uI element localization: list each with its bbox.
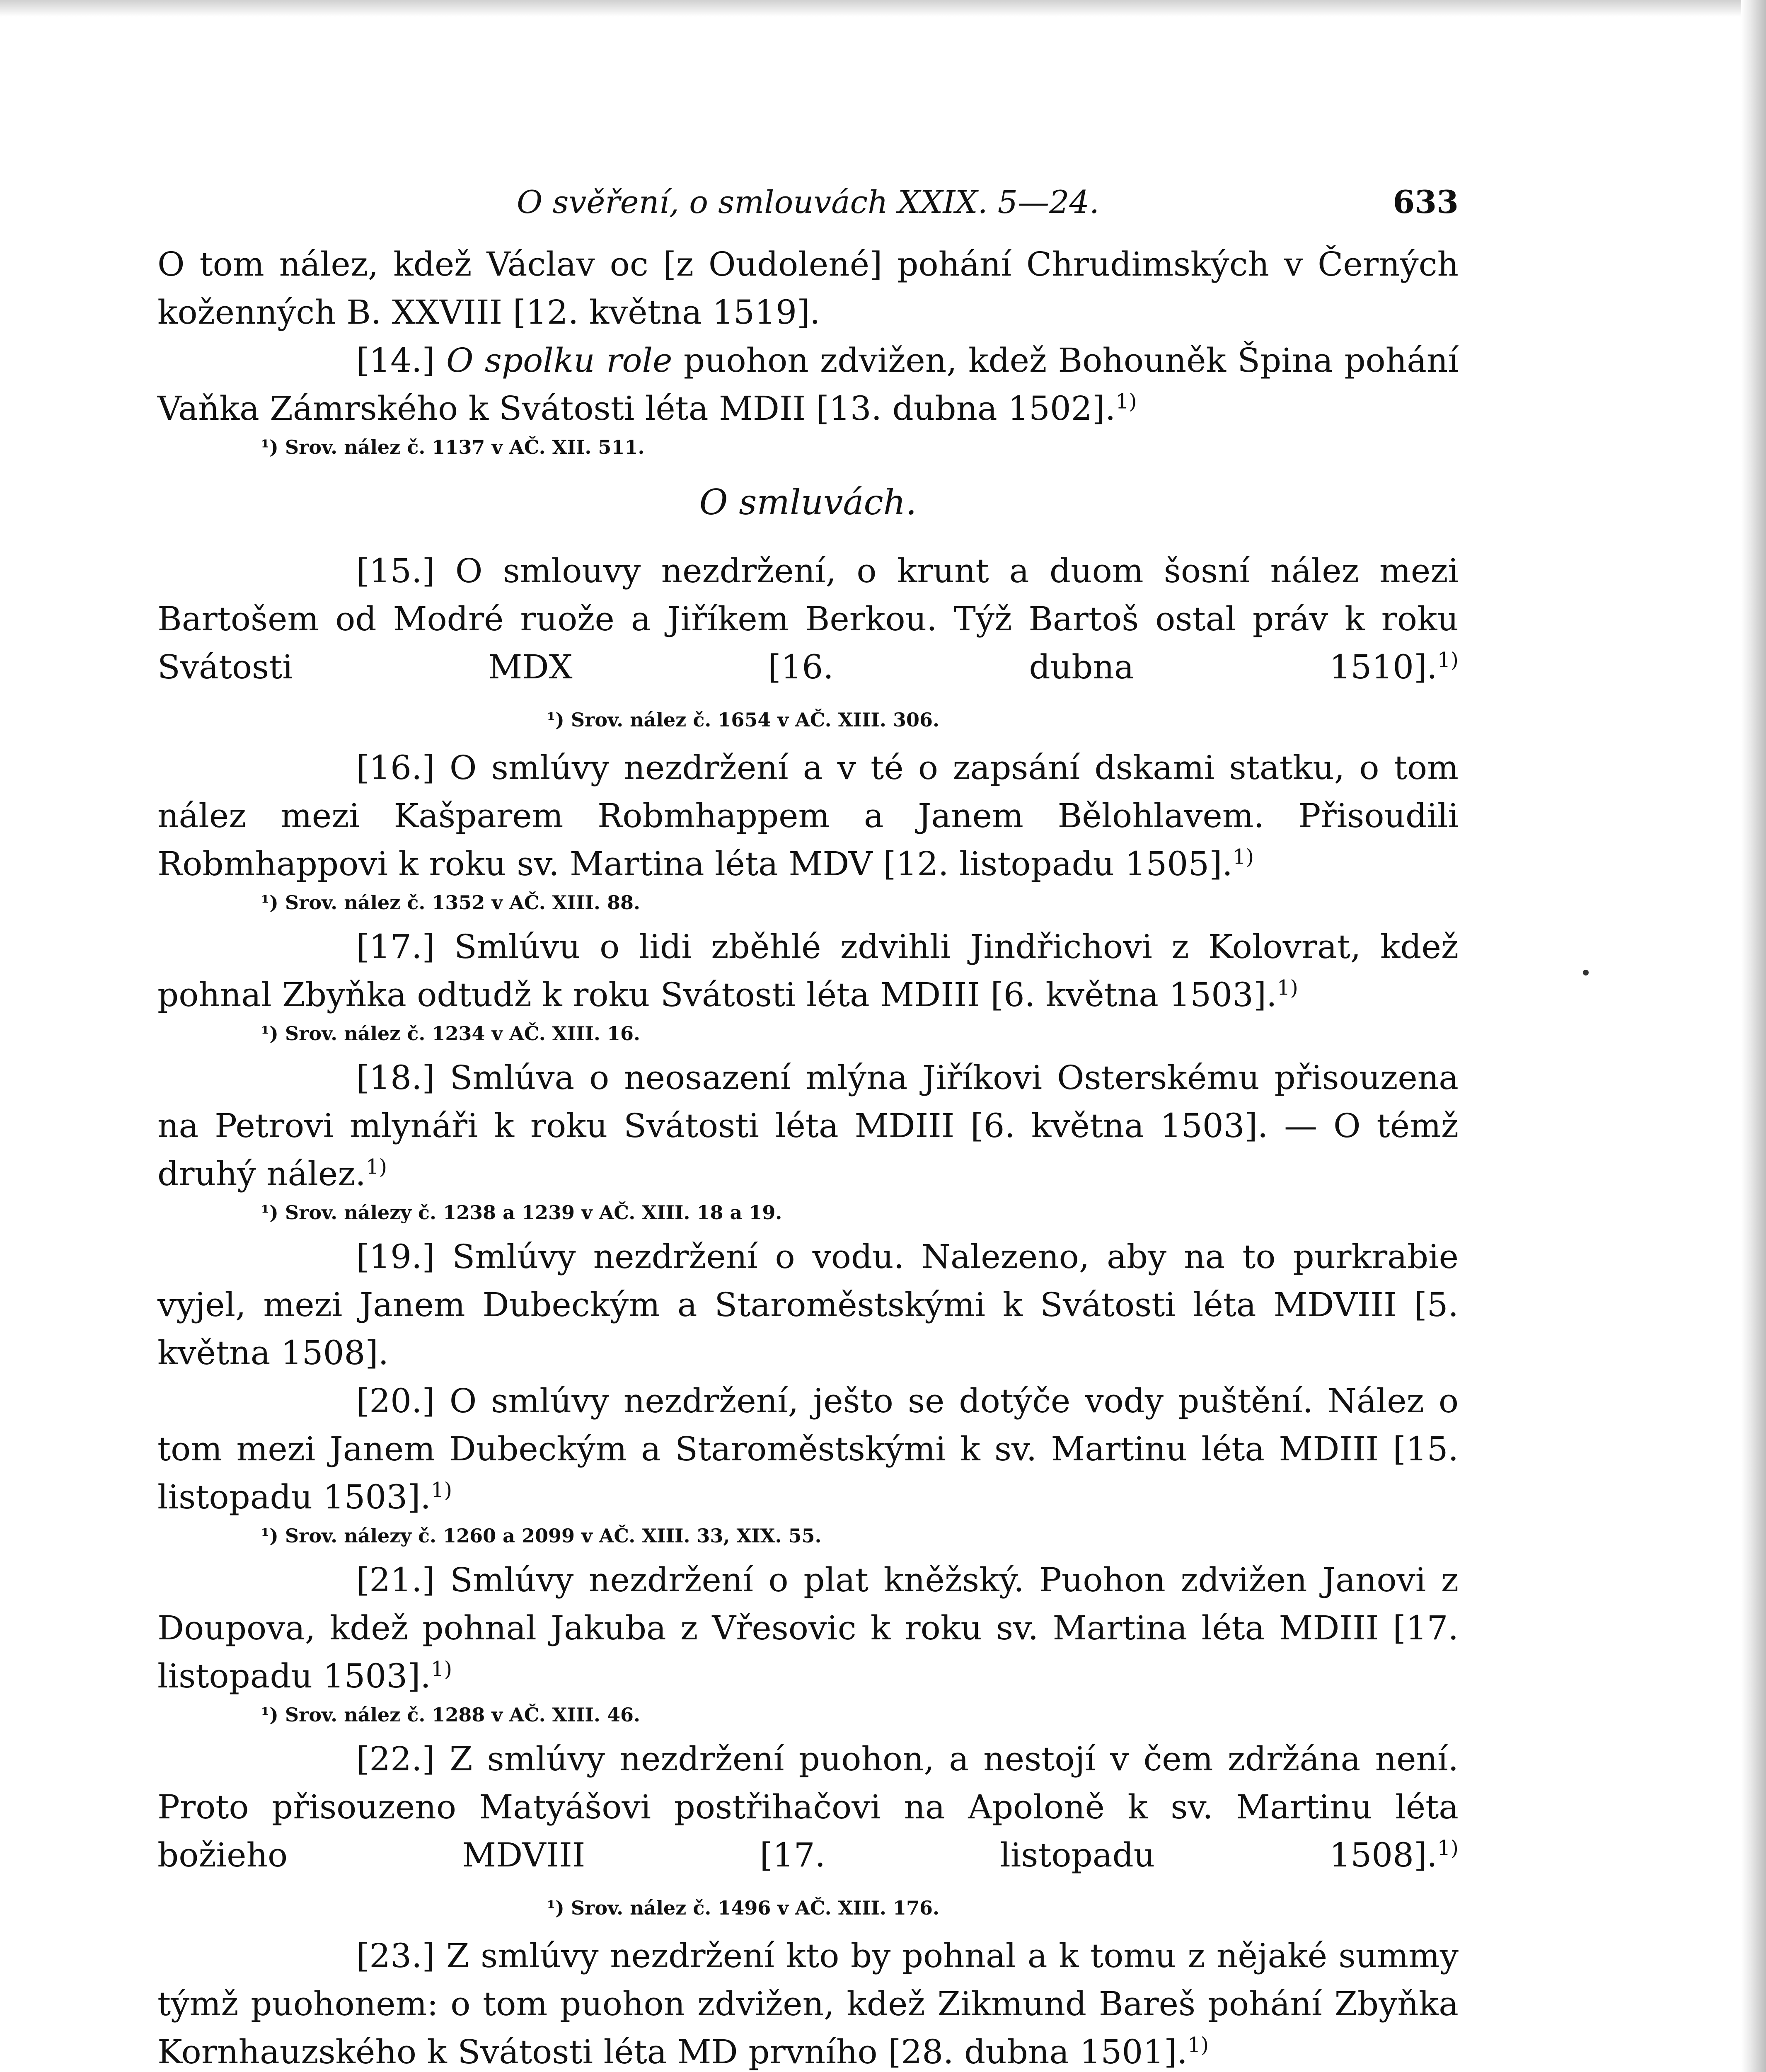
footnote-22: ¹) Srov. nález č. 1496 v AČ. XIII. 176. [547,1897,939,1919]
section-heading: O smluvách. [699,482,917,523]
entry-21 [157,1556,1459,1700]
entry-19 [157,1233,1459,1377]
entry-19-text: [19.] Smlúvy nezdržení o vodu. Nalezeno, aby na to purkrabie vyjel, mezi Janem Dubeckým a Staroměstskými k Svátosti léta MDVIII [5. května 1508]. [157,1237,1459,1372]
entry-18 [157,1054,1459,1198]
footnote-18: ¹) Srov. nálezy č. 1238 a 1239 v AČ. XIII. 18 a 19. [261,1201,782,1224]
footnote-mark: 1) [1277,975,1298,1000]
footnote-mark: 1) [1232,845,1254,869]
entry-23 [157,1932,1459,2072]
entry-17 [157,923,1459,1019]
page-header [157,178,1459,228]
entry-21-text: [21.] Smlúvy nezdržení o plat kněžský. Puohon zdvižen Janovi z Doupova, kdež pohnal Jakuba z Vřesovic k roku sv. Martina léta MDIII [17. listopadu 1503]. [157,1561,1459,1695]
page-body [157,178,1459,2072]
footnote-16: ¹) Srov. nález č. 1352 v AČ. XIII. 88. [261,891,640,914]
entry-22-text: [22.] Z smlúvy nezdržení puohon, a nestojí v čem zdržána není. Proto přisouzeno Matyášovi postřihačovi na Apoloně k sv. Martinu léta božieho MDVIII [17. listopadu 1508]. [157,1740,1459,1874]
footnote-mark: 1) [1437,1836,1459,1860]
entry-14-number: [14.] [356,341,446,380]
entry-16 [157,744,1459,888]
footnote-14: ¹) Srov. nález č. 1137 v AČ. XII. 511. [261,436,645,458]
entry-14-italic: O spolku role [446,341,673,380]
entry-15 [157,547,1459,744]
footnote-mark: 1) [1115,389,1137,414]
footnote-17: ¹) Srov. nález č. 1234 v AČ. XIII. 16. [261,1022,640,1045]
running-title: O svěření, o smlouvách XXIX. 5—24. [516,184,1100,220]
entry-15-text: [15.] O smlouvy nezdržení, o krunt a duom šosní nález mezi Bartošem od Modré ruože a Jiříkem Berkou. Týž Bartoš ostal práv k roku Svátosti MDX [16. dubna 1510]. [157,552,1459,686]
scan-speck [1583,970,1589,975]
entry-20-text: [20.] O smlúvy nezdržení, ješto se dotýče vody puštění. Nález o tom mezi Janem Dubeckým a Staroměstskými k sv. Martinu léta MDIII [15. listopadu 1503]. [157,1382,1459,1516]
entry-14-text: puohon zdvižen, kdež Bohouněk Špina pohání Vaňka Zámrského k Svátosti léta MDII [13. dubna 1502]. [157,341,1459,428]
scan-shadow-right [1741,0,1766,2072]
entry-14 [157,336,1459,433]
entry-18-text: [18.] Smlúva o neosazení mlýna Jiříkovi Osterskému přisouzena na Petrovi mlynáři k roku Svátosti léta MDIII [6. května 1503]. — O témž druhý nález. [157,1058,1459,1193]
entry-23-text: [23.] Z smlúvy nezdržení kto by pohnal a k tomu z nějaké summy týmž puohonem: o tom puohon zdvižen, kdež Zikmund Bareš pohání Zbyňka Kornhauzského k Svátosti léta MD prvního [28. dubna 1501]. [157,1936,1459,2071]
entry-20 [157,1377,1459,1521]
footnote-20: ¹) Srov. nálezy č. 1260 a 2099 v AČ. XIII. 33, XIX. 55. [261,1525,822,1547]
entry-17-text: [17.] Smlúvu o lidi zběhlé zdvihli Jindřichovi z Kolovrat, kdež pohnal Zbyňka odtudž k roku Svátosti léta MDIII [6. května 1503]. [157,927,1459,1014]
footnote-mark: 1) [365,1155,387,1179]
footnote-21: ¹) Srov. nález č. 1288 v AČ. XIII. 46. [261,1704,640,1726]
page-number: 633 [1393,184,1459,220]
footnote-mark: 1) [1187,2033,1209,2057]
entry-16-text: [16.] O smlúvy nezdržení a v té o zapsání dskami statku, o tom nález mezi Kašparem Robmhappem a Janem Bělohlavem. Přisoudili Robmhappovi k roku sv. Martina léta MDV [12. listopadu 1505]. [157,748,1459,883]
entry-22 [157,1735,1459,1932]
footnote-mark: 1) [1437,648,1459,672]
footnote-15: ¹) Srov. nález č. 1654 v AČ. XIII. 306. [547,709,939,731]
intro-paragraph: O tom nález, kdež Václav oc [z Oudolené] pohání Chrudimských v Černých koženných B. XXVIII [12. května 1519]. [157,245,1459,332]
footnote-mark: 1) [431,1657,452,1681]
scan-shadow-top [0,0,1766,17]
footnote-mark: 1) [431,1478,452,1502]
